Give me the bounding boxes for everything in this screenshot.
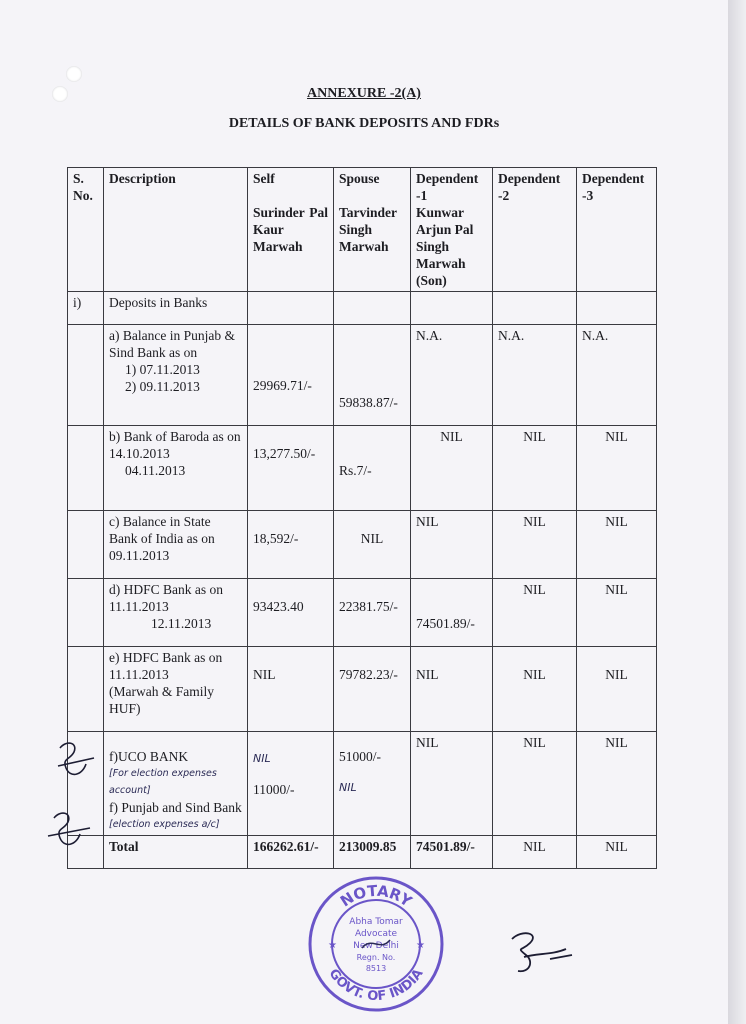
- cell-dep1: NIL: [411, 511, 493, 579]
- row-description-text: d) HDFC Bank as on 11.11.2013: [109, 582, 223, 614]
- cell-dep1: [411, 647, 493, 732]
- total-dep1: 74501.89/-: [411, 836, 493, 869]
- section-row: [68, 292, 657, 325]
- signature: [500, 925, 580, 985]
- table-row: [68, 511, 657, 579]
- row-description: [104, 325, 248, 426]
- row-description: [104, 647, 248, 732]
- cell-spouse-value: 51000/-: [339, 749, 381, 764]
- row-date: 04.11.2013: [125, 463, 186, 478]
- cell-self: [248, 732, 334, 836]
- cell-self: [248, 511, 334, 579]
- cell-spouse-value: 59838.87/-: [339, 395, 398, 410]
- table-row: [68, 732, 657, 836]
- row-description: [104, 732, 248, 836]
- cell-dep3-value: NIL: [605, 667, 628, 682]
- row-date: 12.11.2013: [151, 616, 212, 631]
- cell-self-value: 13,277.50/-: [253, 446, 316, 461]
- cell-dep1: NIL: [411, 732, 493, 836]
- cell-dep2-value: NIL: [523, 667, 546, 682]
- notary-stamp: [306, 874, 446, 1014]
- stamp-top-text: NOTARY: [337, 881, 416, 911]
- header-dependent-2: Dependent -2: [493, 168, 577, 292]
- star-icon: ★: [416, 940, 425, 951]
- initials-signature: [44, 806, 98, 854]
- cell-dep3: NIL: [577, 732, 657, 836]
- cell-spouse-value: NIL: [339, 781, 357, 794]
- cell-spouse: [334, 579, 411, 647]
- annexure-title: ANNEXURE -2(A): [307, 86, 421, 101]
- punch-hole: [66, 66, 82, 82]
- stamp-city: New Delhi: [353, 941, 399, 951]
- cell-self-value: 93423.40: [253, 599, 304, 614]
- table-row: [68, 647, 657, 732]
- row-description: [104, 579, 248, 647]
- stamp-reg: Regn. No.: [356, 953, 396, 962]
- header-dep1-title: Dependent -1: [416, 171, 479, 203]
- cell-dep2: NIL: [493, 732, 577, 836]
- cell-spouse: [334, 325, 411, 426]
- document-subtitle: DETAILS OF BANK DEPOSITS AND FDRs: [228, 116, 500, 131]
- handwritten-note: [For election expenses account]: [109, 768, 217, 796]
- row-date: 1) 07.11.2013: [125, 362, 200, 377]
- total-label: Total: [104, 836, 248, 869]
- header-self: [248, 168, 334, 292]
- cell-dep3: [577, 647, 657, 732]
- page-edge: [728, 0, 746, 1024]
- cell-dep1-value: 74501.89/-: [416, 616, 475, 631]
- total-spouse: 213009.85: [334, 836, 411, 869]
- cell-spouse: [334, 426, 411, 511]
- cell-dep3: NIL: [577, 511, 657, 579]
- total-self: 166262.61/-: [248, 836, 334, 869]
- cell-spouse: [334, 732, 411, 836]
- header-spouse: [334, 168, 411, 292]
- cell-self-value: 18,592/-: [253, 531, 299, 546]
- row-description-text: f)UCO BANK: [109, 749, 189, 764]
- cell-dep2: NIL: [493, 579, 577, 647]
- cell-spouse-value: Rs.7/-: [339, 463, 372, 478]
- row-description-text: f) Punjab and Sind Bank: [109, 800, 242, 815]
- cell-dep3: N.A.: [577, 325, 657, 426]
- cell-dep3: NIL: [577, 426, 657, 511]
- header-dependent-1: [411, 168, 493, 292]
- header-spouse-title: Spouse: [339, 171, 380, 186]
- bank-deposits-table: [67, 167, 657, 869]
- cell-self-value: 29969.71/-: [253, 378, 312, 393]
- cell-self-value: NIL: [253, 752, 271, 765]
- cell-self: [248, 325, 334, 426]
- table-row: [68, 579, 657, 647]
- star-icon: ★: [328, 940, 337, 951]
- header-row: [68, 168, 657, 292]
- table-row: [68, 426, 657, 511]
- cell-dep2: NIL: [493, 511, 577, 579]
- cell-self-value: NIL: [253, 667, 276, 682]
- cell-dep1-value: NIL: [416, 667, 439, 682]
- cell-self: [248, 647, 334, 732]
- cell-dep2: N.A.: [493, 325, 577, 426]
- cell-spouse: [334, 647, 411, 732]
- cell-self: [248, 426, 334, 511]
- header-dep1-name: Kunwar Arjun Pal Singh Marwah (Son): [416, 205, 474, 288]
- header-dependent-3: Dependent -3: [577, 168, 657, 292]
- total-dep3: NIL: [577, 836, 657, 869]
- row-description-text: b) Bank of Baroda as on 14.10.2013: [109, 429, 241, 461]
- cell-self: [248, 579, 334, 647]
- cell-self-value: 11000/-: [253, 782, 295, 797]
- svg-text:NOTARY: [337, 882, 416, 911]
- row-description-text: c) Balance in State Bank of India as on 09.11.2013: [109, 514, 215, 563]
- header-self-name: Surinder Pal Kaur Marwah: [253, 205, 328, 254]
- row-description: [104, 426, 248, 511]
- row-description-text: e) HDFC Bank as on 11.11.2013: [109, 650, 223, 682]
- stamp-bottom-text: GOVT. OF INDIA: [325, 966, 427, 1005]
- stamp-designation: Advocate: [354, 929, 398, 939]
- table-row: [68, 325, 657, 426]
- header-spouse-name: Tarvinder Singh Marwah: [339, 205, 397, 254]
- header-sno: S. No.: [68, 168, 104, 292]
- header-self-title: Self: [253, 171, 275, 186]
- initials-signature: [52, 738, 102, 786]
- row-date: 2) 09.11.2013: [125, 379, 200, 394]
- total-row: [68, 836, 657, 869]
- cell-dep1: N.A.: [411, 325, 493, 426]
- cell-spouse-value: 79782.23/-: [339, 667, 398, 682]
- total-dep2: NIL: [493, 836, 577, 869]
- cell-dep1: NIL: [411, 426, 493, 511]
- row-description-text: a) Balance in Punjab & Sind Bank as on: [109, 328, 235, 360]
- header-description: Description: [104, 168, 248, 292]
- stamp-name: Abha Tomar: [349, 917, 403, 927]
- row-description: [104, 511, 248, 579]
- section-label: Deposits in Banks: [104, 292, 248, 325]
- handwritten-note: [election expenses a/c]: [109, 819, 220, 830]
- stamp-number: 8513: [365, 964, 387, 973]
- cell-dep2: NIL: [493, 426, 577, 511]
- section-sno: i): [68, 292, 104, 325]
- cell-dep3: NIL: [577, 579, 657, 647]
- cell-dep2: [493, 647, 577, 732]
- cell-spouse-value: 22381.75/-: [339, 599, 398, 614]
- cell-spouse-value: NIL: [360, 531, 384, 546]
- row-description-note: (Marwah & Family HUF): [109, 684, 214, 716]
- cell-spouse: [334, 511, 411, 579]
- cell-dep1: [411, 579, 493, 647]
